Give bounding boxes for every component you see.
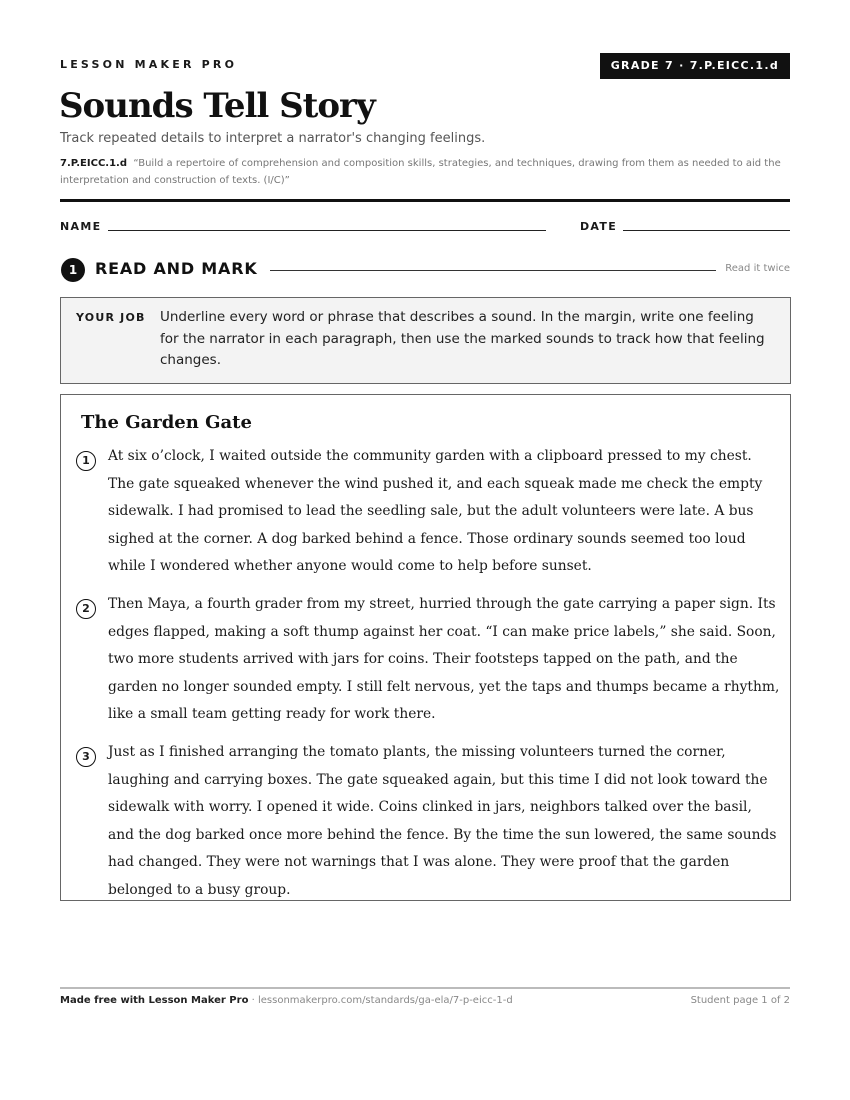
- job-label: YOUR JOB: [76, 311, 146, 324]
- name-label: NAME: [60, 220, 102, 233]
- worksheet-subtitle: Track repeated details to interpret a narrator's changing feelings.: [60, 131, 486, 146]
- section-title: READ AND MARK: [95, 259, 258, 278]
- paragraph-text: At six o’clock, I waited outside the community garden with a clipboard pressed to my chest. The gate squeaked whenever the wind pushed it, and each squeak made me check the empty sidewalk. I had promised to lead the seedling sale, but the adult volunteers were late. A bus sighed at the corner. A dog barked behind a fence. Those ordinary sounds seemed too loud while I wondered whether anyone would come to help before sunset.: [108, 448, 763, 574]
- job-text: Underline every word or phrase that describes a sound. In the margin, write one feeling for the narrator in each paragraph, then use the marked sounds to track how that feeling changes.: [160, 309, 765, 368]
- footer-link[interactable]: · lessonmakerpro.com/standards/ga-ela/7-p-eicc-1-d: [248, 995, 513, 1006]
- standard-description: [60, 155, 795, 189]
- paragraph-number-badge: 2: [76, 599, 96, 619]
- standard-text: “Build a repertoire of comprehension and composition skills, strategies, and techniques, drawing from them as needed to aid the interpretation and construction of texts. (I/C)”: [60, 158, 781, 186]
- name-field-line[interactable]: [108, 230, 546, 231]
- section-number-badge: 1: [61, 258, 85, 282]
- paragraph-text: Just as I finished arranging the tomato plants, the missing volunteers turned the corner, laughing and carrying boxes. The gate squeaked again, but this time I did not look toward the sidewalk with worry. I opened it wide. Coins clinked in jars, neighbors talked over the basil, and the dog barked once more behind the fence. By the time the sun lowered, the same sounds had changed. They were not warnings that I was alone. They were proof that the garden belonged to a busy group.: [108, 744, 777, 898]
- worksheet-title: Sounds Tell Story: [59, 86, 375, 126]
- footer-divider: [60, 987, 790, 989]
- paragraph-text: Then Maya, a fourth grader from my street, hurried through the gate carrying a paper sign. Its edges flapped, making a soft thump against her coat. “I can make price labels,” she said. Soon, two more students arrived with jars for coins. Their footsteps tapped on the path, and the garden no longer sounded empty. I still felt nervous, yet the taps and thumps became a rhythm, like a small team getting ready for work there.: [108, 596, 780, 722]
- brand-name: LESSON MAKER PRO: [60, 58, 238, 71]
- passage-title: The Garden Gate: [81, 412, 252, 433]
- header-divider: [60, 199, 790, 202]
- paragraph-number-badge: 3: [76, 747, 96, 767]
- section-note: Read it twice: [725, 263, 790, 274]
- paragraph-number-badge: 1: [76, 451, 96, 471]
- standard-code: 7.P.EICC.1.d: [60, 158, 127, 169]
- grade-standard-badge: GRADE 7 · 7.P.EICC.1.d: [600, 53, 790, 79]
- made-with-text: Made free with Lesson Maker Pro: [60, 995, 249, 1006]
- section-divider: [270, 270, 716, 271]
- page-indicator: Student page 1 of 2: [690, 995, 790, 1006]
- footer-credit: [60, 995, 513, 1006]
- date-field-line[interactable]: [623, 230, 790, 231]
- instructions-box: [60, 297, 791, 384]
- reading-passage: [60, 394, 791, 901]
- date-label: DATE: [580, 220, 618, 233]
